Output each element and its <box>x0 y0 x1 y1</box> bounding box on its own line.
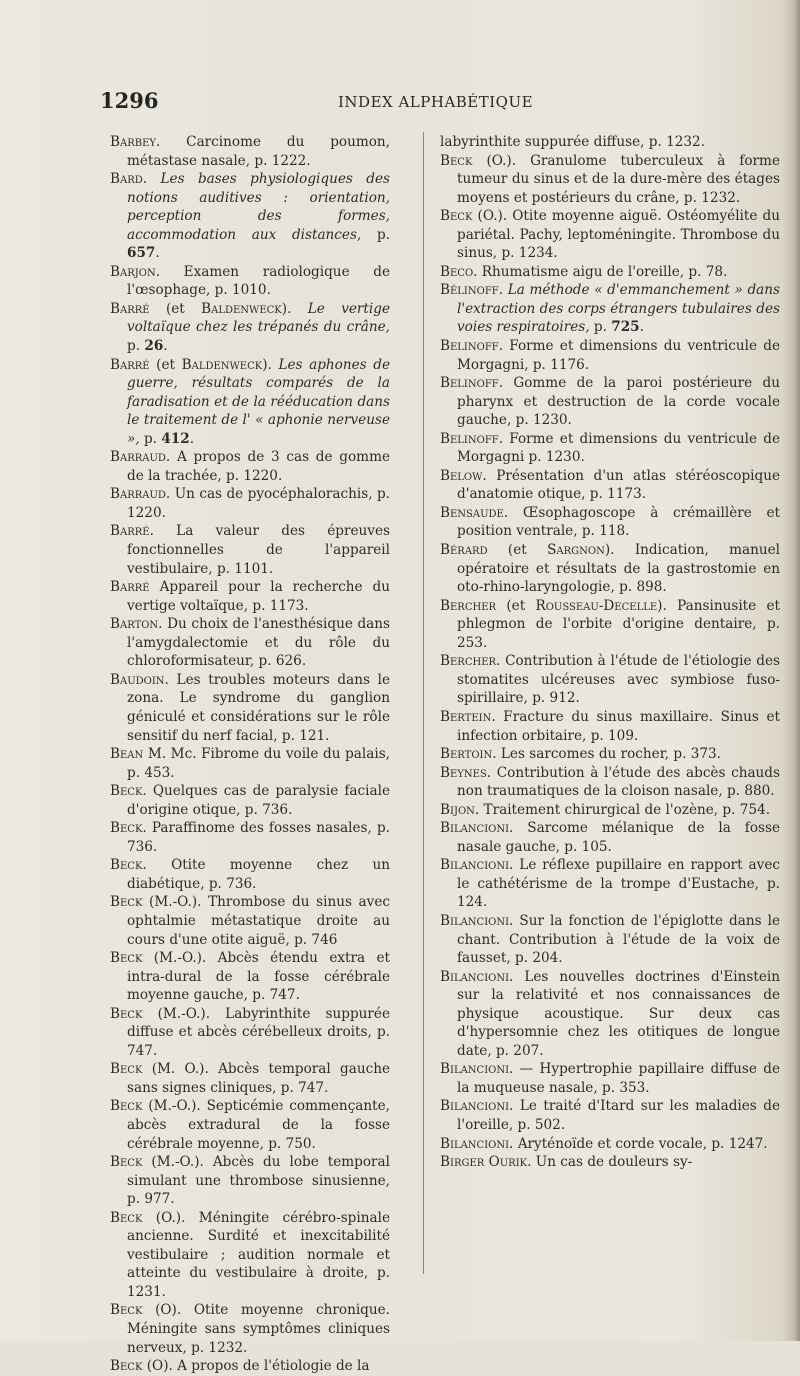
index-entry <box>110 782 390 819</box>
entry-title: Les aphones de guerre, résultats comparés de la faradisation et de la rééducation dans le traitement de l' « aphonie nerveuse », <box>127 356 390 447</box>
column-divider <box>423 132 424 1274</box>
entry-author: Beck <box>440 152 473 169</box>
entry-author: Beck. <box>110 783 147 800</box>
entry-coauthor: Baldenweck <box>201 300 282 317</box>
entry-author: Beck <box>110 1098 143 1115</box>
entry-author: Barton. <box>110 616 163 633</box>
running-title: INDEX ALPHABÉTIQUE <box>338 93 534 111</box>
entry-page-prefix: p. <box>361 226 390 243</box>
index-entry <box>110 856 390 893</box>
index-entry <box>440 856 780 912</box>
index-entry <box>110 170 390 263</box>
index-entry <box>440 467 780 504</box>
entry-author: Bercher <box>440 597 497 614</box>
entry-author: Bilancioni. <box>440 1135 514 1152</box>
index-entry <box>110 1153 390 1209</box>
index-entry <box>440 819 780 856</box>
entry-author: Belinoff. <box>440 375 504 392</box>
index-entry <box>110 448 390 485</box>
entry-author: Beck. <box>110 857 147 874</box>
index-entry <box>110 263 390 300</box>
index-entry: Bercher (et Rousseau-Decelle). Pansinusite et phlegmon de l'orbite d'origine dentaire, p. 253. <box>440 597 780 651</box>
entry-text: (O). A propos de l'étiologie de la <box>142 1358 370 1375</box>
entry-author: Barraud. <box>110 486 171 503</box>
entry-text: Un cas de pyocéphalorachis, p. 1220. <box>127 486 390 521</box>
index-entry <box>440 801 780 820</box>
left-column <box>110 133 390 1376</box>
entry-author: Bélinoff. <box>440 282 504 299</box>
entry-text: M. Mc. Fibrome du voile du palais, p. 453. <box>127 746 390 781</box>
entry-text: Carcinome du poumon, métastase nasale, p. 1222. <box>127 134 390 169</box>
entry-author: Beck <box>110 1358 143 1375</box>
index-entry <box>110 893 390 949</box>
entry-author: Belinoff. <box>440 338 504 355</box>
index-entry <box>440 281 780 337</box>
entry-author: Barré <box>110 579 150 596</box>
entry-author: Bérard <box>440 542 488 559</box>
entry-author: Bilancioni. <box>440 1061 514 1078</box>
entry-text: (M. O.). Abcès temporal gauche sans signes cliniques, p. 747. <box>127 1061 390 1096</box>
entry-text: (M.-O.). Abcès du lobe temporal simulant une thrombose sinusienne, p. 977. <box>127 1154 390 1208</box>
entry-text: Sur la fonction de l'épiglotte dans le chant. Contribution à l'étude de la voix de fausset, p. 204. <box>457 912 780 967</box>
entry-author: Barjon. <box>110 263 161 280</box>
entry-text: (O.). Granulome tuberculeux à forme tumeur du sinus et de la dure-mère des étages moyens et postérieurs du crâne, p. 1232. <box>457 152 780 206</box>
entry-page-number: 657 <box>127 245 156 262</box>
index-entry <box>110 819 390 856</box>
entry-text: Le traité d'Itard sur les maladies de l'oreille, p. 502. <box>457 1098 780 1133</box>
entry-text: Un cas de douleurs sy- <box>531 1154 693 1171</box>
entry-text: Quelques cas de paralysie faciale d'origine otique, p. 736. <box>127 783 390 818</box>
entry-author: Bensaude. <box>440 504 509 521</box>
entry-text: Contribution à l'étude des abcès chauds non traumatiques de la cloison nasale, p. 880. <box>457 764 780 800</box>
entry-text: A propos de 3 cas de gomme de la trachée, p. 1220. <box>127 449 390 484</box>
index-entry <box>110 671 390 745</box>
entry-page-prefix: p. <box>139 430 162 447</box>
entry-text: Forme et dimensions du ventricule de Morgagni p. 1230. <box>457 430 780 466</box>
index-entry <box>440 968 780 1061</box>
index-entry <box>440 133 780 152</box>
entry-author: Bilancioni. <box>440 912 514 929</box>
entry-author: Baudoin. <box>110 671 169 688</box>
index-entry <box>440 1060 780 1097</box>
entry-author: Beck. <box>110 820 147 837</box>
page-edge-shadow <box>782 0 800 1341</box>
entry-author: Beck <box>110 894 143 911</box>
entry-text: Du choix de l'anesthésique dans l'amygdalectomie et du rôle du chloroformisateur, p. 626. <box>127 616 390 670</box>
page-number: 1296 <box>100 88 159 113</box>
page-header <box>100 88 740 118</box>
entry-text: (O.). Méningite cérébro-spinale ancienne. Surdité et inexcitabilité vestibulaire ; audition normale et atteinte du vestibulaire à droite, p. 1231. <box>127 1209 390 1300</box>
entry-coauthor: Sargnon <box>547 542 605 559</box>
index-entry <box>440 263 780 282</box>
entry-author: Bijon. <box>440 801 480 818</box>
entry-author: Barré <box>110 300 150 317</box>
entry-coauthor: Baldenweck <box>181 356 263 373</box>
entry-text: Examen radiologique de l'œsophage, p. 1010. <box>127 263 390 299</box>
index-entry <box>440 337 780 374</box>
entry-author: Bilancioni. <box>440 857 514 874</box>
entry-coauthor: Rousseau-Decelle <box>535 597 658 614</box>
index-entry <box>440 430 780 467</box>
entry-author: Beck <box>440 208 473 225</box>
entry-author: Barré. <box>110 523 154 540</box>
entry-author: Below. <box>440 467 487 484</box>
index-entry <box>110 1209 390 1302</box>
entry-author: Barraud. <box>110 449 171 466</box>
entry-author: Beck <box>110 1061 143 1078</box>
entry-author: Bean <box>110 746 144 763</box>
entry-text: Traitement chirurgical de l'ozène, p. 754. <box>479 801 771 818</box>
index-entry <box>110 745 390 782</box>
entry-page-number: 412 <box>161 430 190 447</box>
index-entry <box>440 1153 780 1172</box>
index-entry <box>440 374 780 430</box>
entry-author: Beynes. <box>440 764 492 781</box>
entry-author: Beco. <box>440 263 478 280</box>
entry-author: Bilancioni. <box>440 968 514 985</box>
entry-text: Fracture du sinus maxillaire. Sinus et infection orbitaire, p. 109. <box>457 708 780 744</box>
index-entry <box>110 949 390 1005</box>
entry-tail: . <box>639 319 644 336</box>
entry-text: Pansinusite et phlegmon de l'orbite d'origine dentaire, p. 253. <box>457 597 780 651</box>
entry-text: Otite moyenne chez un diabétique, p. 736. <box>127 857 390 892</box>
entry-text: Gomme de la paroi postérieure du pharynx et destruction de la corde vocale gauche, p. 1230. <box>457 375 780 429</box>
entry-author: Beck <box>110 1154 143 1171</box>
index-entry <box>110 522 390 578</box>
entry-text: (M.-O.). Septicémie commençante, abcès extradural de la fosse cérébrale moyenne, p. 750. <box>127 1098 390 1152</box>
entry-text: Œsophagoscope à crémaillère et position ventrale, p. 118. <box>457 504 780 540</box>
index-entry <box>440 504 780 541</box>
entry-page-prefix: p. <box>127 338 145 355</box>
entry-text: Indication, manuel opératoire et résultats de la gastrostomie en oto-rhino-laryngologie, p. 898. <box>457 542 781 596</box>
entry-text: (O). Otite moyenne chronique. Méningite sans symptômes cliniques nerveux, p. 1232. <box>127 1302 390 1356</box>
entry-title: La méthode « d'emmanchement » dans l'extraction des corps étrangers tubulaires des voies respiratoires, <box>457 282 780 336</box>
entry-text: Aryténoïde et corde vocale, p. 1247. <box>513 1135 768 1152</box>
index-entry: Barré (et Baldenweck). Les aphones de guerre, résultats comparés de la faradisation et de la rééducation dans le traitement de l' « aphonie nerveuse », p. 412. <box>110 356 390 447</box>
index-entry <box>110 615 390 671</box>
index-entry <box>110 1060 390 1097</box>
index-entry <box>110 1301 390 1357</box>
index-entry <box>110 1097 390 1153</box>
index-entry <box>440 1135 780 1154</box>
entry-tail: . <box>189 430 195 447</box>
entry-text: Présentation d'un atlas stéréoscopique d'anatomie otique, p. 1173. <box>457 467 780 503</box>
entry-text: — Hypertrophie papillaire diffuse de la muqueuse nasale, p. 353. <box>457 1061 780 1096</box>
entry-text: Les sarcomes du rocher, p. 373. <box>496 746 721 763</box>
index-entry <box>440 652 780 708</box>
entry-text: La valeur des épreuves fonctionnelles de l'appareil vestibulaire, p. 1101. <box>127 523 390 577</box>
entry-author: Belinoff. <box>440 430 504 447</box>
entry-text: (M.-O.). Abcès étendu extra et intra-dural de la fosse cérébrale moyenne gauche, p. 747. <box>127 950 390 1004</box>
entry-title: Le vertige voltaïque chez les trépanés du crâne, <box>127 300 390 336</box>
index-entry <box>440 1097 780 1134</box>
entry-text: Appareil pour la recherche du vertige voltaïque, p. 1173. <box>127 579 390 614</box>
index-entry <box>440 207 780 263</box>
index-entry <box>110 1357 390 1376</box>
index-entry <box>110 133 390 170</box>
index-entry <box>110 578 390 615</box>
index-entry: Bérard (et Sargnon). Indication, manuel opératoire et résultats de la gastrostomie en oto-rhino-laryngologie, p. 898. <box>440 542 781 596</box>
entry-title: Les bases physiologiques des notions auditives : orientation, perception des formes, accommodation aux distances, <box>127 171 390 243</box>
entry-text: Paraffinome des fosses nasales, p. 736. <box>127 820 390 855</box>
entry-text: (M.-O.). Thrombose du sinus avec ophtalmie métastatique droite au cours d'une otite aiguë, p. 746 <box>127 894 390 948</box>
entry-tail: . <box>163 338 168 355</box>
index-entry <box>440 152 780 208</box>
entry-text: labyrinthite suppurée diffuse, p. 1232. <box>440 134 706 150</box>
entry-text: (M.-O.). Labyrinthite suppurée diffuse et abcès cérébelleux droits, p. 747. <box>127 1005 390 1059</box>
entry-author: Bard. <box>110 171 148 188</box>
entry-text: Contribution à l'étude de l'étiologie des stomatites ulcéreuses avec symbiose fuso-spirillaire, p. 912. <box>457 653 780 707</box>
entry-author: Beck <box>110 1302 143 1319</box>
entry-author: Birger Ourik. <box>440 1154 532 1171</box>
entry-author: Bertoin. <box>440 746 497 763</box>
index-entry <box>440 912 780 968</box>
entry-page-number: 26 <box>144 338 164 355</box>
entry-text: Le réflexe pupillaire en rapport avec le cathétérisme de la trompe d'Eustache, p. 124. <box>457 857 780 911</box>
entry-author: Beck <box>110 950 143 967</box>
entry-page-number: 725 <box>611 319 640 336</box>
entry-tail: . <box>155 245 160 262</box>
index-entry <box>440 708 780 745</box>
entry-author: Beck <box>110 1209 143 1226</box>
entry-text: Forme et dimensions du ventricule de Morgagni, p. 1176. <box>457 338 780 373</box>
index-entry <box>440 745 780 764</box>
entry-page-prefix: p. <box>589 319 612 336</box>
entry-author: Beck <box>110 1005 143 1022</box>
entry-author: Bilancioni. <box>440 820 514 837</box>
entry-author: Barré <box>110 356 150 373</box>
index-entry <box>110 485 390 522</box>
entry-text: Sarcome mélanique de la fosse nasale gauche, p. 105. <box>457 820 780 855</box>
entry-author: Bertein. <box>440 708 496 725</box>
index-entry <box>110 1005 390 1061</box>
entry-author: Bercher. <box>440 653 501 670</box>
entry-text: Les nouvelles doctrines d'Einstein sur la relativité et nos connaissances de physique acoustique. Sur deux cas d'hypersomnie chez les otitiques de longue date, p. 207. <box>457 968 780 1059</box>
entry-author: Barbey. <box>110 134 161 150</box>
entry-text: (O.). Otite moyenne aiguë. Ostéomyélite du pariétal. Pachy, leptoméningite. Thrombose du sinus, p. 1234. <box>457 208 780 262</box>
entry-author: Bilancioni. <box>440 1098 514 1115</box>
index-entry <box>440 764 780 801</box>
index-entry: Barré (et Baldenweck). Le vertige voltaïque chez les trépanés du crâne, p. 26. <box>110 300 390 355</box>
right-column <box>440 133 780 1172</box>
entry-text: Rhumatisme aigu de l'oreille, p. 78. <box>477 263 728 280</box>
entry-text: Les troubles moteurs dans le zona. Le syndrome du ganglion géniculé et considérations sur le rôle sensitif du nerf facial, p. 121. <box>127 671 390 744</box>
